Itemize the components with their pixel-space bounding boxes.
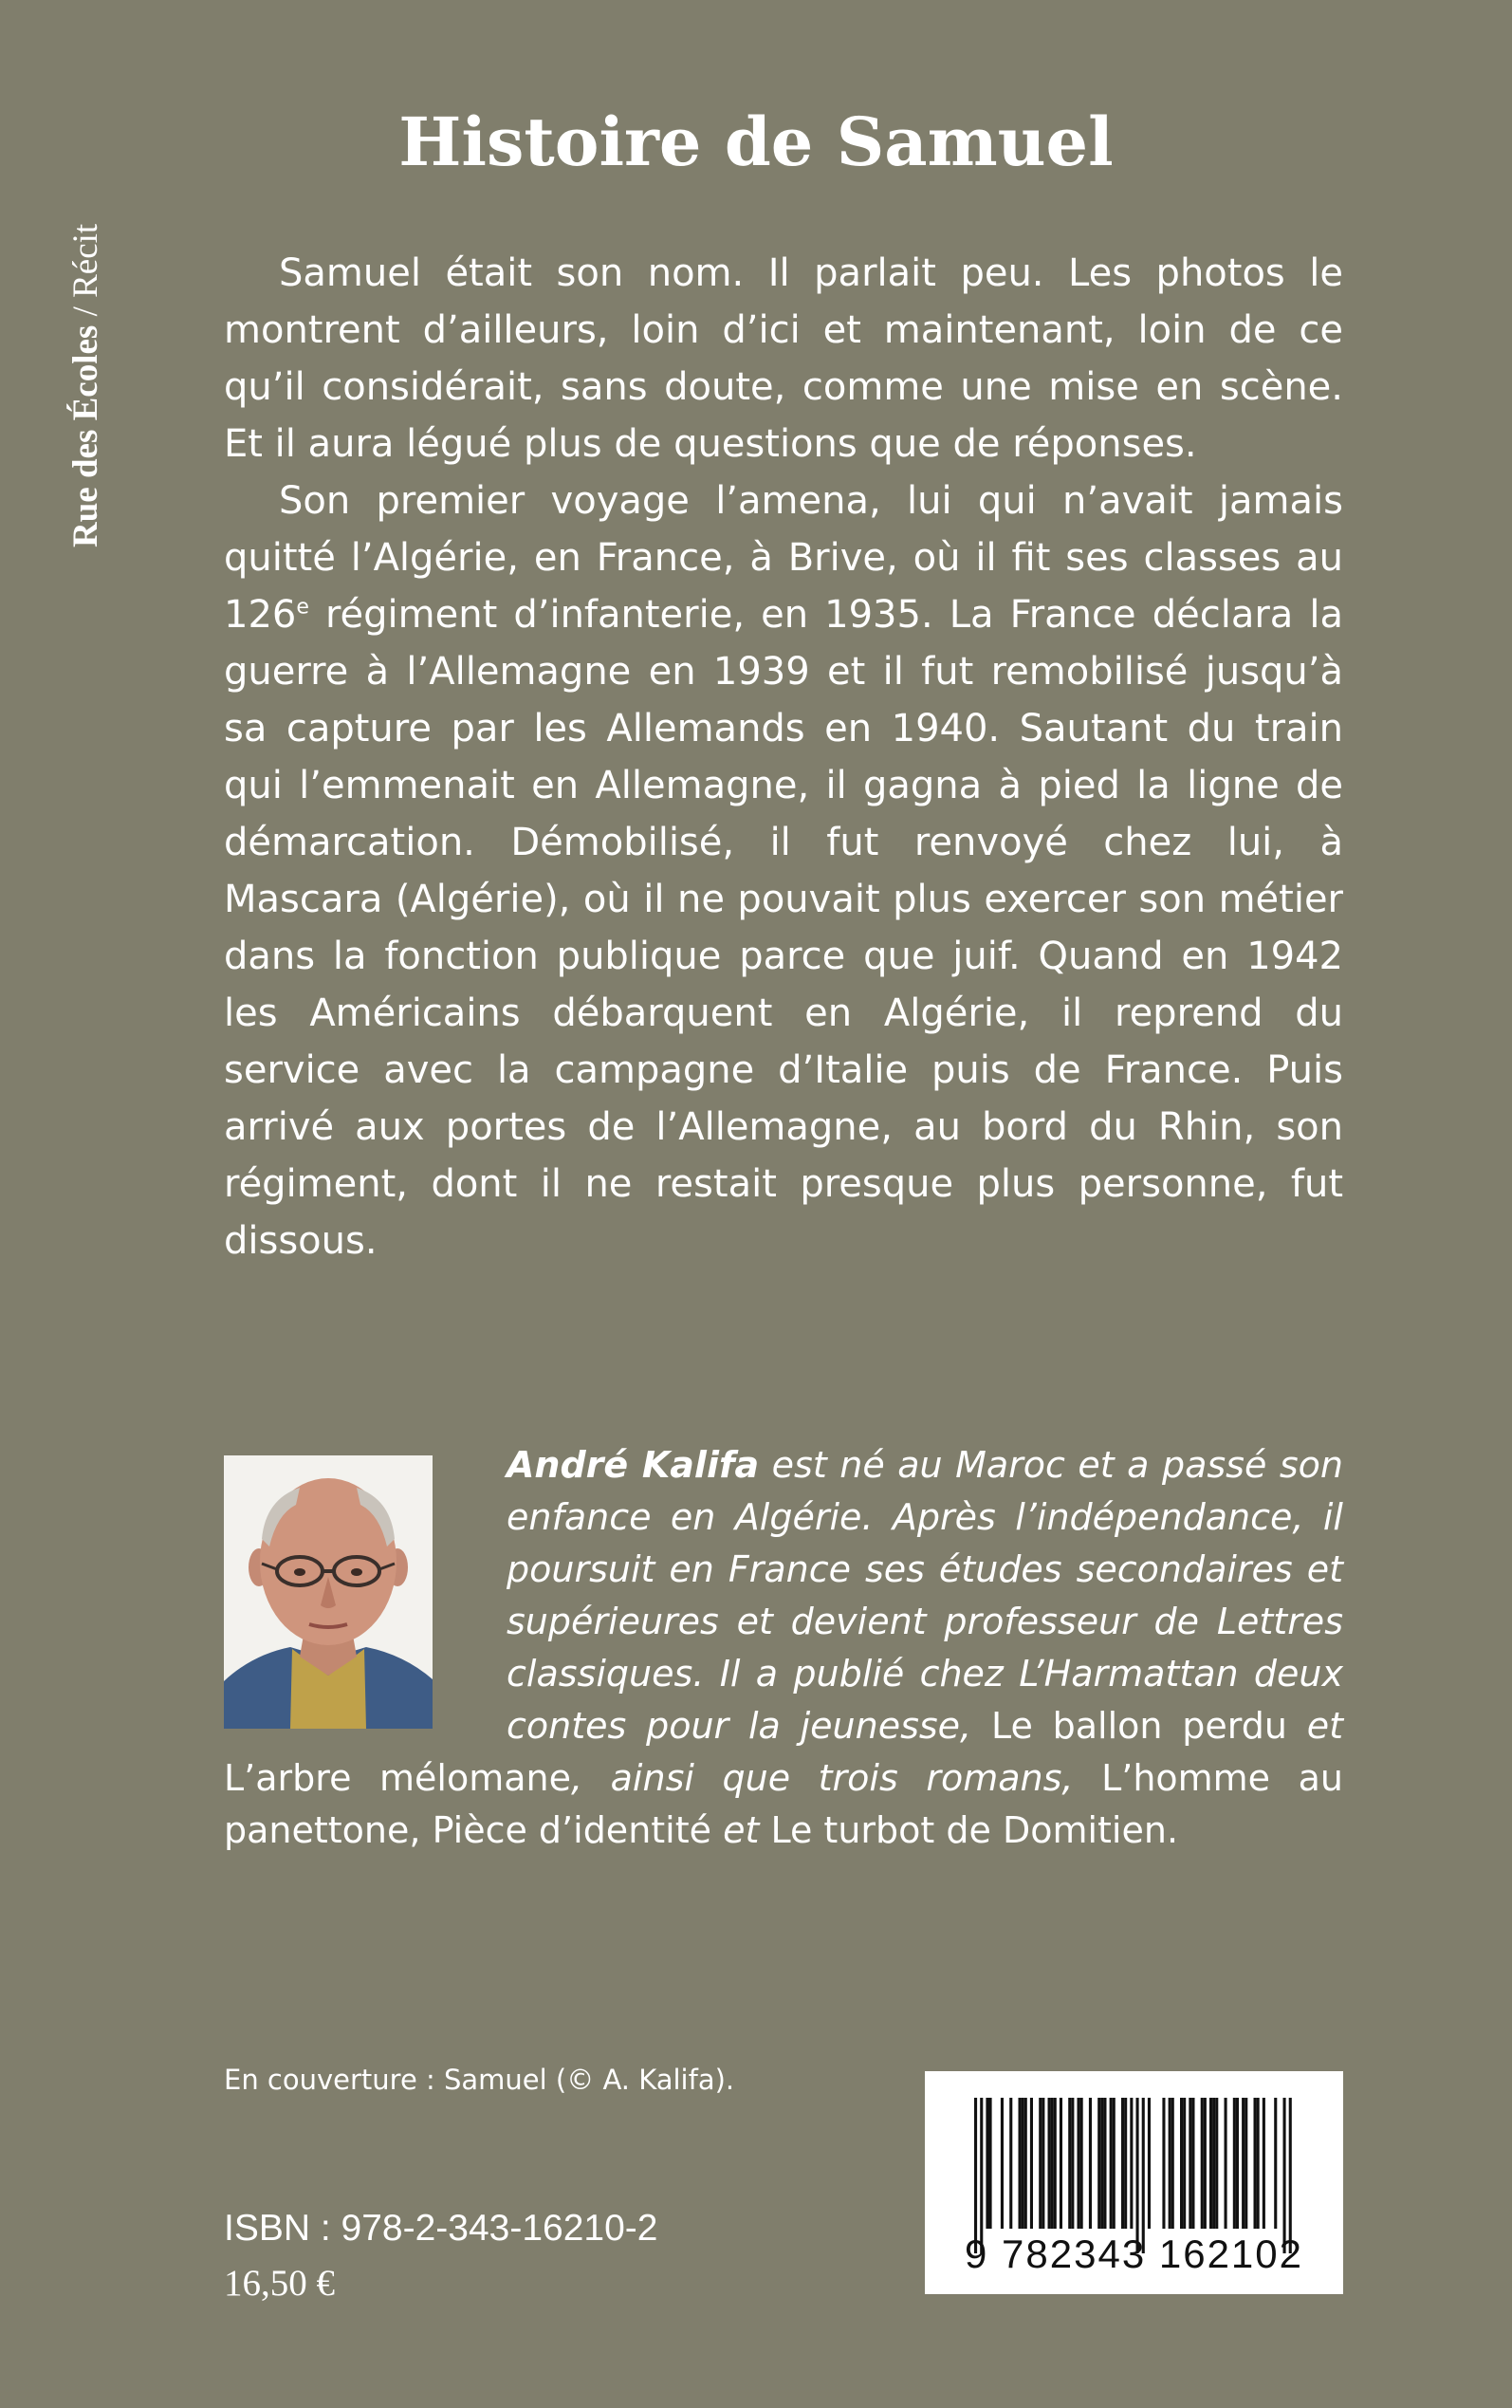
book-title-1: Le ballon perdu xyxy=(990,1705,1287,1747)
barcode-bar xyxy=(1191,2098,1194,2229)
barcode-bar xyxy=(1024,2098,1027,2229)
barcode-bar xyxy=(1130,2098,1133,2229)
barcode-bar xyxy=(1039,2098,1042,2229)
genre-label: Récit xyxy=(66,223,105,298)
barcode-bar xyxy=(1209,2098,1212,2229)
spine-collection-label xyxy=(59,105,114,547)
barcode-bar xyxy=(1204,2098,1207,2229)
barcode-bar xyxy=(1071,2098,1074,2229)
barcode-bar xyxy=(1148,2098,1151,2229)
barcode-bar xyxy=(1169,2098,1171,2229)
barcode-bar xyxy=(986,2098,988,2229)
barcode-bar xyxy=(1113,2098,1116,2229)
barcode-bar xyxy=(1225,2098,1227,2229)
bio-text-4: , xyxy=(409,1809,433,1851)
barcode-bar xyxy=(1060,2098,1062,2229)
cover-credit: En couverture : Samuel (© A. Kalifa). xyxy=(224,2064,735,2096)
barcode-bar xyxy=(1201,2098,1204,2229)
synopsis-p2-rest: régiment d’infanterie, en 1935. La France déclara la guerre à l’Allemagne en 1939 et il fut remobilisé jusqu’à sa capture par les Allemands en 1940. Sautant du train qui l’emmenait en Allemagne, il gagna à pied la ligne de démarcation. Démobilisé, il fut renvoyé chez lui, à Mascara (Algérie), où il ne pouvait plus exercer son métier dans la fonction publique parce que juif. Quand en 1942 les Américains débarquent en Algérie, il reprend du service avec la campagne d’Italie puis de France. Puis arrivé aux portes de l’Allemagne, au bord du Rhin, son régiment, dont il ne restait presque plus personne, fut dissous. xyxy=(224,593,1343,1263)
bio-text-6: . xyxy=(1166,1809,1179,1851)
barcode-bar xyxy=(1124,2098,1127,2229)
barcode-bar xyxy=(1089,2098,1092,2229)
barcode-bar xyxy=(1009,2098,1012,2229)
barcode-bar xyxy=(1030,2098,1033,2229)
barcode-bar xyxy=(1263,2098,1265,2229)
barcode-bar xyxy=(1212,2098,1215,2229)
barcode-bar xyxy=(1103,2098,1106,2229)
isbn: ISBN : 978-2-343-16210-2 xyxy=(224,2208,658,2249)
barcode-bar xyxy=(1242,2098,1245,2229)
barcode-bar xyxy=(1019,2098,1022,2229)
synopsis-paragraph-1: Samuel était son nom. Il parlait peu. Les photos le montrent d’ailleurs, loin d’ici et maintenant, loin de ce qu’il considérait, sans doute, comme une mise en scène. Et il aura légué plus de questions que de réponses. xyxy=(224,251,1343,466)
spine-separator: / xyxy=(66,297,105,325)
book-title-2: L’arbre mélomane xyxy=(224,1757,571,1799)
barcode-bar xyxy=(1110,2098,1113,2229)
barcode-bar xyxy=(1180,2098,1183,2229)
barcode-bar xyxy=(1189,2098,1191,2229)
barcode-bar xyxy=(1233,2098,1236,2229)
barcode-bar xyxy=(1171,2098,1174,2229)
barcode-digits: 9 782343 162102 xyxy=(965,2232,1303,2276)
barcode-bar xyxy=(1080,2098,1083,2229)
barcode-bar xyxy=(1183,2098,1186,2229)
price: 16,50 € xyxy=(224,2263,335,2304)
bio-text-3: , ainsi que trois romans, xyxy=(571,1757,1102,1799)
barcode-bar xyxy=(1078,2098,1080,2229)
book-title-5: Le turbot de Domitien xyxy=(770,1809,1167,1851)
barcode-bar xyxy=(1051,2098,1054,2229)
barcode-bar xyxy=(1097,2098,1100,2229)
synopsis-p2-start: Son premier voyage l’amena, lui qui n’avait jamais quitté l’Algérie, en France, à Brive, où il fit ses classes au 126 xyxy=(224,479,1343,637)
barcode-bar xyxy=(1236,2098,1239,2229)
collection-name: Rue des Écoles xyxy=(66,324,105,547)
author-bio xyxy=(224,1439,1343,1857)
barcode-bar xyxy=(1162,2098,1165,2229)
barcode-bar xyxy=(1100,2098,1103,2229)
book-title-3: L’homme au panettone xyxy=(224,1757,1343,1851)
barcode-bar xyxy=(1042,2098,1044,2229)
ordinal-superscript: e xyxy=(296,595,309,620)
synopsis-paragraph-2 xyxy=(224,472,1343,1269)
barcode-bar xyxy=(989,2098,992,2229)
barcode-bar xyxy=(1121,2098,1124,2229)
barcode-bar xyxy=(1022,2098,1024,2229)
barcode-bar xyxy=(1254,2098,1257,2229)
book-title-4: Pièce d’identité xyxy=(432,1809,712,1851)
bio-text-5: et xyxy=(711,1809,771,1851)
bio-text-1: est né au Maroc et a passé son enfance en Algérie. Après l’indépendance, il poursuit en France ses études secondaires et supérieures et devient professeur de Lettres classiques. Il a publié chez L’Harmattan deux contes pour la jeunesse, xyxy=(507,1444,1343,1747)
barcode xyxy=(925,2071,1343,2294)
book-title: Histoire de Samuel xyxy=(398,102,1114,181)
barcode-bar xyxy=(1048,2098,1051,2229)
barcode-bar xyxy=(1068,2098,1071,2229)
photo-spacer xyxy=(224,1439,507,1752)
synopsis xyxy=(224,245,1343,1269)
bio-text-2: et xyxy=(1286,1705,1343,1747)
barcode-bar xyxy=(1215,2098,1218,2229)
barcode-bar xyxy=(1245,2098,1247,2229)
barcode-bar xyxy=(1001,2098,1004,2229)
barcode-bar xyxy=(1054,2098,1057,2229)
author-name: André Kalifa xyxy=(507,1444,760,1486)
barcode-bar xyxy=(1274,2098,1277,2229)
barcode-bar xyxy=(1257,2098,1260,2229)
